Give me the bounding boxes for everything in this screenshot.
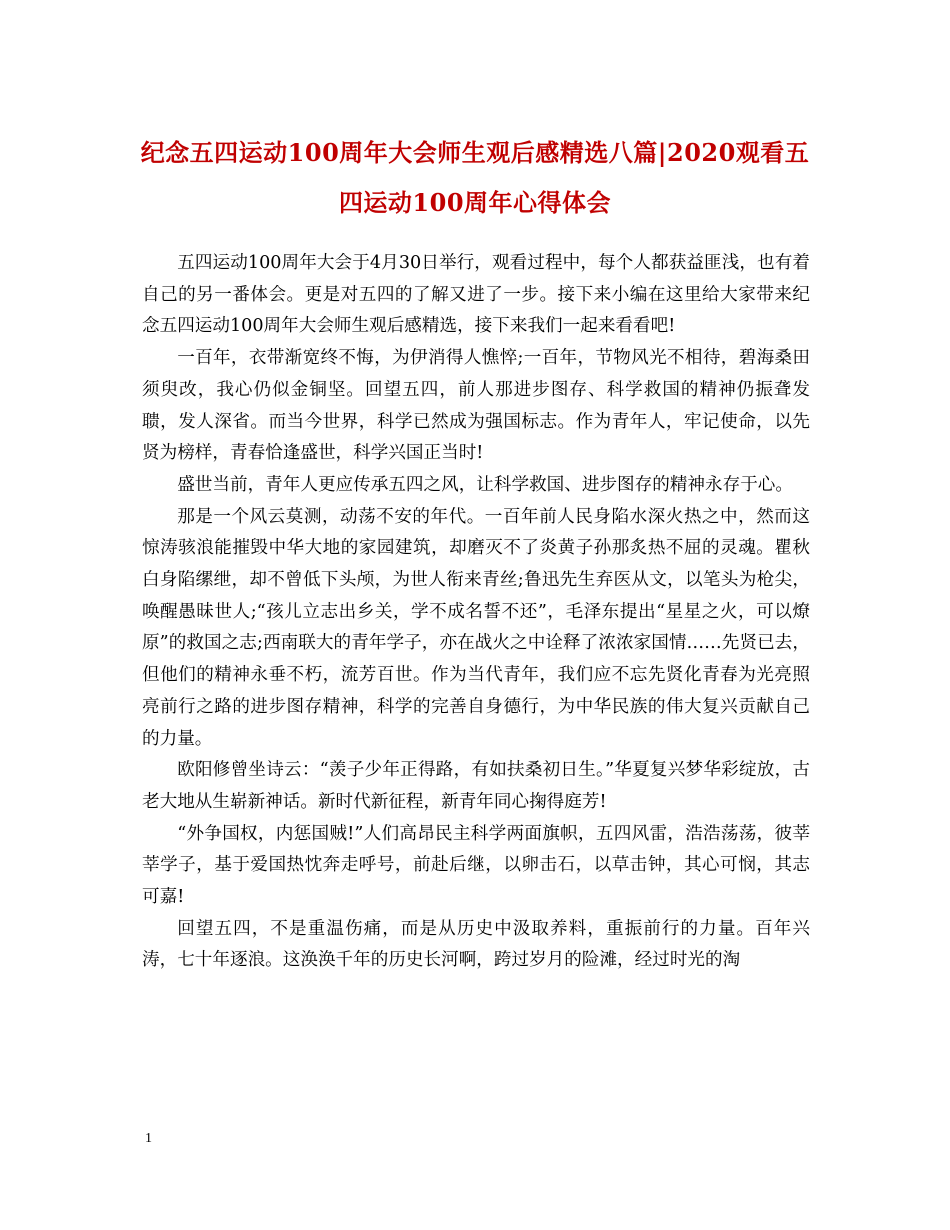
- paragraph: 那是一个风云莫测，动荡不安的年代。一百年前人民身陷水深火热之中，然而这惊涛骇浪能摧毁中华大地的家园建筑，却磨灭不了炎黄子孙那炙热不屈的灵魂。瞿秋白身陷缧绁，却不曾低下头颅，为世人衔来青丝;鲁迅先生弃医从文，以笔头为枪尖，唤醒愚昧世人;“孩儿立志出乡关，学不成名誓不还”，毛泽东提出“星星之火，可以燎原”的救国之志;西南联大的青年学子，亦在战火之中诠释了浓浓家国情……先贤已去，但他们的精神永垂不朽，流芳百世。作为当代青年，我们应不忘先贤化青春为光亮照亮前行之路的进步图存精神，科学的完善自身德行，为中华民族的伟大复兴贡献自己的力量。: [142, 506, 810, 749]
- page-number: 1: [145, 1131, 152, 1146]
- paragraph: 回望五四，不是重温伤痛，而是从历史中汲取养料，重振前行的力量。百年兴涛，七十年逐浪。这涣涣千年的历史长河啊，跨过岁月的险滩，经过时光的淘: [142, 918, 810, 971]
- document-title: 纪念五四运动100周年大会师生观后感精选八篇|2020观看五四运动100周年心得体会: [140, 138, 810, 217]
- paragraph: “外争国权，内惩国贼!”人们高昂民主科学两面旗帜，五四风雷，浩浩荡荡，彼莘莘学子，基于爱国热忱奔走呼号，前赴后继，以卵击石，以草击钟，其心可悯，其志可嘉!: [142, 823, 810, 908]
- paragraph: 欧阳修曾坐诗云：“羡子少年正得路，有如扶桑初日生。”华夏复兴梦华彩绽放，古老大地从生崭新神话。新时代新征程，新青年同心掬得庭芳!: [142, 760, 810, 812]
- document-body: [142, 248, 810, 977]
- paragraph: 盛世当前，青年人更应传承五四之风，让科学救国、进步图存的精神永存于心。: [177, 474, 793, 495]
- paragraph: 一百年，衣带渐宽终不悔，为伊消得人憔悴;一百年，节物风光不相待，碧海桑田须臾改，我心仍似金铜坚。回望五四，前人那进步图存、科学救国的精神仍振聋发聩，发人深省。而当今世界，科学已然成为强国标志。作为青年人，牢记使命，以先贤为榜样，青春恰逢盛世，科学兴国正当时!: [142, 348, 810, 464]
- paragraph: 五四运动100周年大会于4月30日举行，观看过程中，每个人都获益匪浅，也有着自己的另一番体会。更是对五四的了解又进了一步。接下来小编在这里给大家带来纪念五四运动100周年大会师生观后感精选，接下来我们一起来看看吧!: [142, 253, 810, 337]
